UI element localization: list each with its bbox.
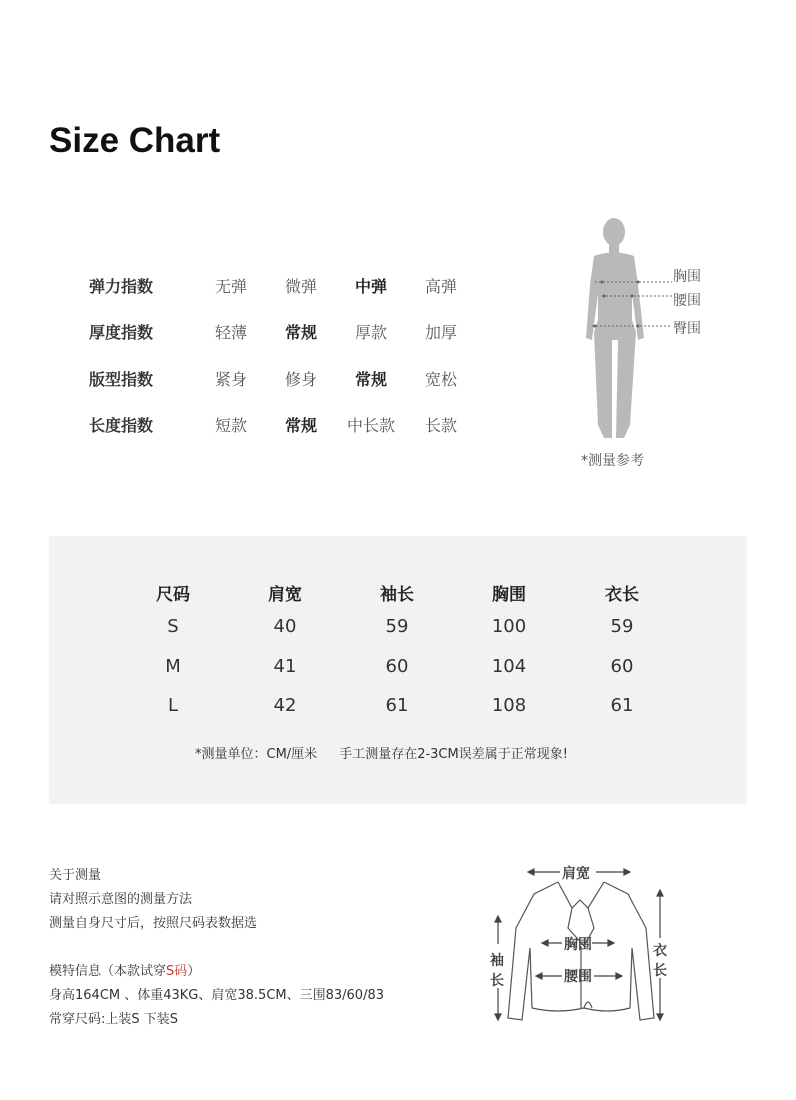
attribute-option-selected: 常规 <box>284 416 318 435</box>
attribute-option: 微弹 <box>284 277 318 296</box>
model-info-title: 模特信息（本款试穿S码） <box>49 964 201 979</box>
error-note: 手工测量存在2-3CM误差属于正常现象! <box>339 747 568 762</box>
jacket-waist-label: 腰围 <box>564 969 592 985</box>
attribute-option-selected: 常规 <box>354 370 388 389</box>
model-stats: 身高164CM 、体重43KG、肩宽38.5CM、三围83/60/83 <box>49 988 385 1003</box>
jacket-measurement-diagram <box>488 858 678 1033</box>
figure-caption: *测量参考 <box>581 453 644 469</box>
measure-advice: 测量自身尺寸后，按照尺码表数据选 <box>49 916 258 931</box>
attribute-option: 轻薄 <box>214 323 248 342</box>
size-table <box>49 536 747 804</box>
table-cell: 41 <box>273 656 297 677</box>
attribute-option: 长款 <box>424 416 458 435</box>
table-note <box>195 743 568 762</box>
table-cell: 60 <box>610 656 634 677</box>
table-header-cell: 胸围 <box>492 585 526 605</box>
table-cell: 42 <box>273 695 297 716</box>
attribute-label: 弹力指数 <box>89 277 154 296</box>
unit-note: *测量单位：CM/厘米 <box>195 747 318 762</box>
attribute-option: 修身 <box>284 370 318 389</box>
model-size: S码 <box>166 964 188 979</box>
table-cell: 59 <box>385 616 409 637</box>
attribute-label: 版型指数 <box>89 370 154 389</box>
about-measure: 关于测量 <box>49 868 102 883</box>
table-header-cell: 衣长 <box>605 585 639 605</box>
jacket-sleeve-label-1: 袖 <box>490 953 504 969</box>
attribute-option: 无弹 <box>214 277 248 296</box>
table-cell: 104 <box>491 656 527 677</box>
waist-label: 腰围 <box>673 293 701 309</box>
table-cell: 100 <box>491 616 527 637</box>
table-cell: 59 <box>610 616 634 637</box>
page-title: Size Chart <box>49 121 221 160</box>
table-cell: 61 <box>385 695 409 716</box>
jacket-shoulder-label: 肩宽 <box>562 866 590 882</box>
table-header-cell: 肩宽 <box>268 585 302 605</box>
attribute-option: 高弹 <box>424 277 458 296</box>
attribute-option: 中长款 <box>346 416 396 435</box>
table-cell: 61 <box>610 695 634 716</box>
measure-instruction: 请对照示意图的测量方法 <box>49 892 193 907</box>
attribute-label: 厚度指数 <box>89 323 154 342</box>
body-measurement-figure <box>580 210 730 480</box>
attribute-option-selected: 常规 <box>284 323 318 342</box>
measurement-info <box>49 866 384 1034</box>
table-size-cell: S <box>167 616 179 637</box>
model-usual-size: 常穿尺码:上装S 下装S <box>49 1012 179 1027</box>
attribute-label: 长度指数 <box>89 416 154 435</box>
table-cell: 40 <box>273 616 297 637</box>
attribute-option: 宽松 <box>424 370 458 389</box>
table-size-cell: M <box>165 656 181 677</box>
chest-label: 胸围 <box>673 269 701 285</box>
table-size-cell: L <box>167 695 179 716</box>
jacket-sleeve-label-2: 长 <box>490 973 504 989</box>
table-cell: 60 <box>385 656 409 677</box>
hip-label: 臀围 <box>673 321 701 337</box>
jacket-length-label-1: 衣 <box>653 943 667 959</box>
attribute-option: 厚款 <box>354 323 388 342</box>
table-header-cell: 尺码 <box>156 585 190 605</box>
attribute-option-selected: 中弹 <box>354 277 388 296</box>
body-silhouette-icon <box>580 210 730 480</box>
table-header-cell: 袖长 <box>380 585 414 605</box>
attribute-option: 加厚 <box>424 323 458 342</box>
attribute-option: 紧身 <box>214 370 248 389</box>
attribute-option: 短款 <box>214 416 248 435</box>
jacket-chest-label: 胸围 <box>564 937 592 953</box>
table-cell: 108 <box>491 695 527 716</box>
jacket-length-label-2: 长 <box>653 963 667 979</box>
